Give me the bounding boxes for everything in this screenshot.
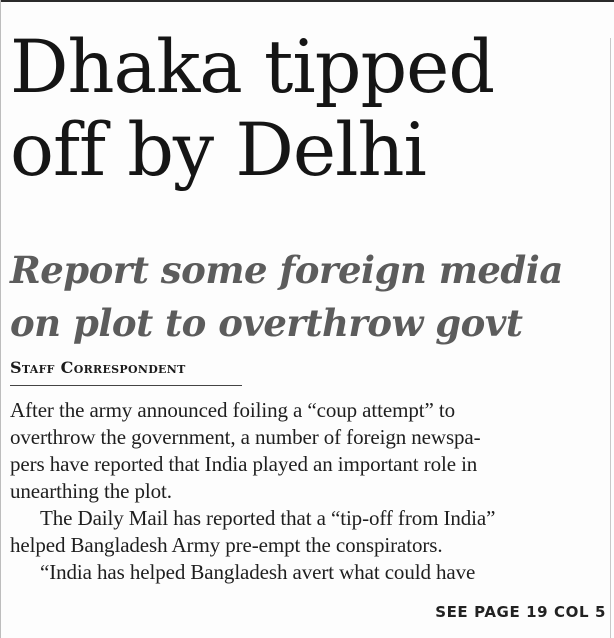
subheadline-deck (10, 244, 610, 350)
body-line: The Daily Mail has reported that a “tip-off from India” (40, 506, 496, 530)
paragraph-3 (10, 559, 606, 586)
body-line: helped Bangladesh Army pre-empt the conspirators. (10, 533, 443, 557)
continuation-jump-line: SEE PAGE 19 COL 5 (435, 603, 606, 621)
body-line: pers have reported that India played an important role in (10, 452, 478, 476)
body-line: “India has helped Bangladesh avert what could have (40, 560, 476, 584)
byline: Staff Correspondent (10, 358, 186, 377)
headline-line-2: off by Delhi (10, 108, 426, 193)
article-body (10, 397, 606, 586)
headline-line-1: Dhaka tipped (10, 25, 495, 110)
paragraph-2 (10, 505, 606, 559)
column-divider-rule (610, 38, 611, 638)
byline-underline (10, 385, 242, 386)
body-line: unearthing the plot. (10, 479, 172, 503)
body-line: After the army announced foiling a “coup attempt” to (10, 398, 455, 422)
body-line: overthrow the government, a number of foreign newspa- (10, 425, 481, 449)
deck-line-1: Report some foreign media (10, 248, 563, 292)
top-border-rule (0, 0, 614, 2)
paragraph-1 (10, 397, 606, 505)
left-border-rule (0, 0, 1, 638)
headline (10, 26, 610, 192)
deck-line-2: on plot to overthrow govt (10, 301, 523, 345)
